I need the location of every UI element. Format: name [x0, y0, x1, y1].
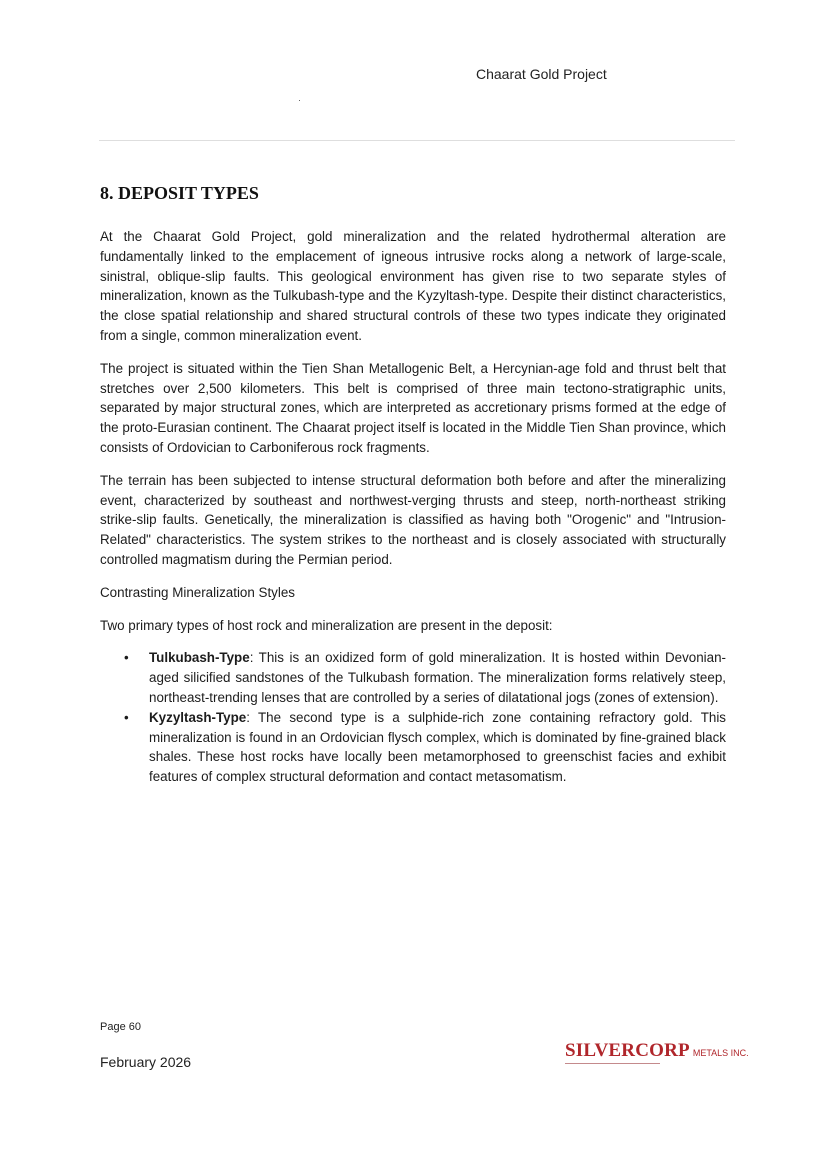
document-date: February 2026 [100, 1054, 192, 1070]
body-content [100, 227, 726, 787]
list-item [100, 648, 726, 707]
bullet-icon: • [124, 650, 129, 666]
header-divider [99, 140, 735, 141]
mineralization-list [100, 648, 726, 787]
list-intro: Two primary types of host rock and mineralization are present in the deposit: [100, 617, 553, 633]
list-item [100, 708, 726, 787]
paragraph-1: At the Chaarat Gold Project, gold mineralization and the related hydrothermal alteration are fundamentally linked to the emplacement of igneous intrusive rocks along a network of large-scale, sinistral, oblique-slip faults. This geological environment has given rise to two separate styles of mineralization, known as the Tulkubash-type and the Kyzyltash-type. Despite their distinct characteristics, the close spatial relationship and shared structural controls of these two types indicate they originated from a single, common mineralization event. [100, 229, 726, 343]
list-item-text: : The second type is a sulphide-rich zone containing refractory gold. This mineralization is found in an Ordovician flysch complex, which is dominated by fine-grained black shales. These host rocks have locally been metamorphosed to greenschist facies and exhibit features of complex structural deformation and contact metasomatism. [149, 709, 726, 785]
company-logo [565, 1040, 749, 1062]
paragraph-3: The terrain has been subjected to intense structural deformation both before and after the mineralizing event, characterized by southeast and northwest-verging thrusts and steep, north-northeast striking strike-slip faults. Genetically, the mineralization is classified as having both "Orogenic" and "Intrusion-Related" characteristics. The system strikes to the northeast and is closely associated with structurally controlled magmatism during the Permian period. [100, 472, 726, 567]
list-item-term: Kyzyltash-Type [149, 709, 247, 725]
bullet-icon: • [124, 709, 129, 725]
list-item-text: : This is an oxidized form of gold mineralization. It is hosted within Devonian-aged silicified sandstones of the Tulkubash formation. The mineralization forms relatively steep, northeast-trending lenses that are controlled by a series of dilatational jogs (zones of extension). [149, 650, 726, 705]
subheading: Contrasting Mineralization Styles [100, 584, 295, 600]
paragraph-2: The project is situated within the Tien Shan Metallogenic Belt, a Hercynian-age fold and thrust belt that stretches over 2,500 kilometers. This belt is comprised of three main tectono-stratigraphic units, separated by major structural zones, which are interpreted as accretionary prisms formed at the edge of the proto-Eurasian continent. The Chaarat project itself is located in the Middle Tien Shan province, which consists of Ordovician to Carboniferous rock fragments. [100, 360, 726, 455]
page-number: Page 60 [100, 1021, 141, 1033]
list-item-term: Tulkubash-Type [149, 650, 250, 666]
header-mark [299, 100, 300, 101]
section-heading: 8. DEPOSIT TYPES [100, 183, 259, 203]
running-header-title: Chaarat Gold Project [476, 66, 607, 82]
logo-wordmark: SILVERCORP [565, 1040, 690, 1061]
logo-underline [565, 1063, 660, 1064]
logo-subtitle: METALS INC. [692, 1048, 749, 1058]
